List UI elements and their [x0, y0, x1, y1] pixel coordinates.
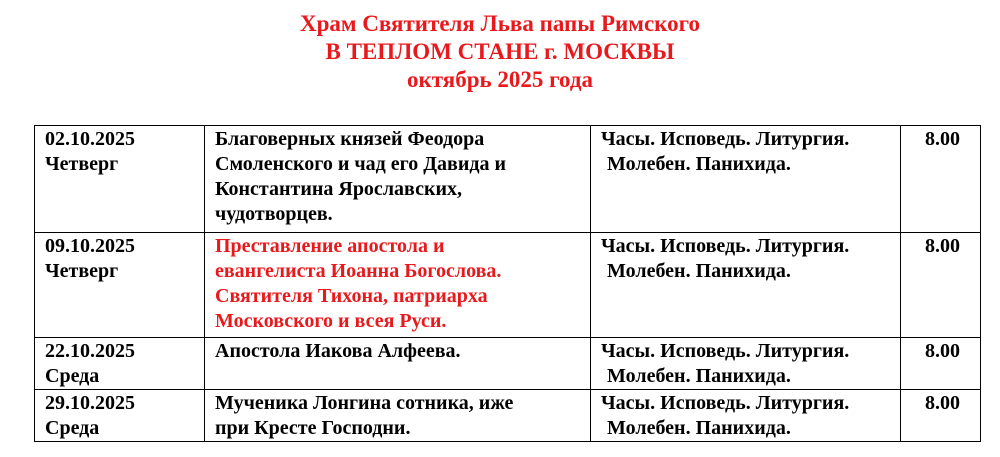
- service-line: Часы. Исповедь. Литургия.: [601, 392, 850, 414]
- table-row: [35, 390, 981, 442]
- time-value: 8.00: [925, 128, 960, 150]
- table-row: [35, 126, 981, 233]
- document-header: [0, 10, 1000, 94]
- event-cell-highlighted: [205, 233, 591, 338]
- event-line: Преставление апостола и: [215, 235, 445, 257]
- date-value: 09.10.2025: [45, 235, 135, 257]
- service-line: Часы. Исповедь. Литургия.: [601, 128, 850, 150]
- service-cell: [591, 126, 901, 233]
- table-row: [35, 338, 981, 390]
- service-line: Часы. Исповедь. Литургия.: [601, 340, 850, 362]
- event-line: Константина Ярославских,: [215, 178, 463, 200]
- event-line: Апостола Иакова Алфеева.: [215, 340, 461, 362]
- service-line: Молебен. Панихида.: [607, 365, 791, 387]
- service-line: Часы. Исповедь. Литургия.: [601, 235, 850, 257]
- date-cell: [35, 126, 205, 233]
- time-cell: [901, 338, 981, 390]
- event-line: при Кресте Господни.: [215, 417, 411, 439]
- service-line: Молебен. Панихида.: [607, 417, 791, 439]
- event-line: Московского и всея Руси.: [215, 310, 447, 332]
- schedule-table: [34, 125, 981, 442]
- schedule-month: октябрь 2025 года: [407, 67, 593, 92]
- service-cell: [591, 390, 901, 442]
- table-row: [35, 233, 981, 338]
- church-name: Храм Святителя Льва папы Римского: [299, 11, 701, 36]
- event-line: Мученика Лонгина сотника, иже: [215, 392, 514, 414]
- weekday-value: Четверг: [45, 260, 119, 282]
- event-cell: [205, 390, 591, 442]
- event-cell: [205, 126, 591, 233]
- time-value: 8.00: [925, 392, 960, 414]
- time-cell: [901, 126, 981, 233]
- time-cell: [901, 390, 981, 442]
- time-cell: [901, 233, 981, 338]
- service-cell: [591, 233, 901, 338]
- date-cell: [35, 338, 205, 390]
- weekday-value: Четверг: [45, 153, 119, 175]
- service-line: Молебен. Панихида.: [607, 153, 791, 175]
- date-cell: [35, 390, 205, 442]
- service-line: Молебен. Панихида.: [607, 260, 791, 282]
- weekday-value: Среда: [45, 365, 100, 387]
- date-cell: [35, 233, 205, 338]
- event-line: Благоверных князей Феодора: [215, 128, 485, 150]
- date-value: 22.10.2025: [45, 340, 135, 362]
- church-location: В ТЕПЛОМ СТАНЕ г. МОСКВЫ: [325, 39, 675, 64]
- date-value: 29.10.2025: [45, 392, 135, 414]
- time-value: 8.00: [925, 235, 960, 257]
- event-line: чудотворцев.: [215, 203, 333, 225]
- event-cell: [205, 338, 591, 390]
- event-line: Святителя Тихона, патриарха: [215, 285, 488, 307]
- weekday-value: Среда: [45, 417, 100, 439]
- service-cell: [591, 338, 901, 390]
- event-line: евангелиста Иоанна Богослова.: [215, 260, 502, 282]
- event-line: Смоленского и чад его Давида и: [215, 153, 506, 175]
- date-value: 02.10.2025: [45, 128, 135, 150]
- time-value: 8.00: [925, 340, 960, 362]
